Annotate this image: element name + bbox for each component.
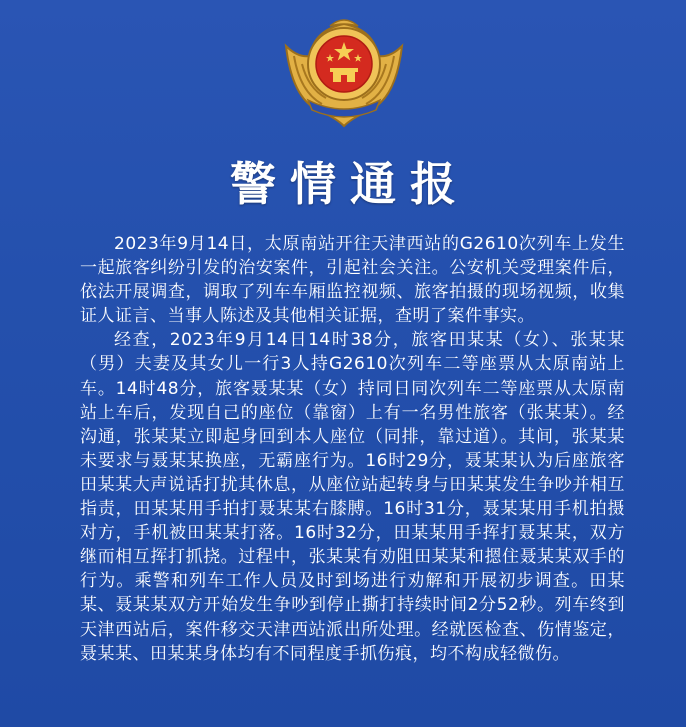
paragraph-1: 2023年9月14日，太原南站开往天津西站的G2610次列车上发生一起旅客纠纷引发的治安案件，引起社会关注。公安机关受理案件后，依法开展调查，调取了列车车厢监控视频、旅客拍摄的现场视频，收集证人证言、当事人陈述及其他相关证据，查明了案件事实。 xyxy=(80,234,625,327)
page-title: 警情通报 xyxy=(230,157,470,211)
notice-body xyxy=(80,232,625,666)
paragraph-2: 经查，2023年9月14日14时38分，旅客田某某（女）、张某某（男）夫妻及其女儿一行3人持G2610次列车二等座票从太原南站上车。14时48分，旅客聂某某（女）持同日同次列车二等座票从太原南站上车后，发现自己的座位（靠窗）上有一名男性旅客（张某某）。经沟通，张某某立即起身回到本人座位（同排，靠过道）。其间，张某某未要求与聂某某换座，无霸座行为。16时29分，聂某某认为后座旅客田某某大声说话打扰其休息，从座位站起转身与田某某发生争吵并相互指责，田某某用手拍打聂某某右膝膊。16时31分，聂某某用手机拍摄对方，手机被田某某打落。16时32分，田某某用手挥打聂某某，双方继而相互挥打抓挠。过程中，张某某有劝阻田某某和摁住聂某某双手的行为。乘警和列车工作人员及时到场进行劝解和开展初步调查。田某某、聂某某双方开始发生争吵到停止撕打持续时间2分52秒。列车终到天津西站后，案件移交天津西站派出所处理。经就医检查、伤情鉴定，聂某某、田某某身体均有不同程度手抓伤痕，均不构成轻微伤。 xyxy=(80,330,625,664)
police-emblem-icon xyxy=(278,6,410,130)
